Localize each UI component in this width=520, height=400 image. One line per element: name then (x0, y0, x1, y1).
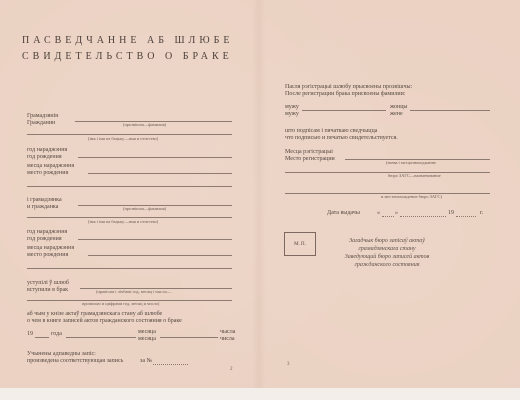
head-title-by-1: Загадчык бюро запісаў актаў (349, 238, 425, 244)
head-title-ru-1: Заведующий бюро записей актов (344, 254, 430, 260)
issue-month-line (400, 216, 446, 217)
wife-birth-place-line (88, 255, 232, 256)
husband-label-ru: Гражданин (27, 120, 56, 126)
registration-place-by: Месца рэгістрацыі (285, 149, 333, 155)
issue-date-label: Дата выдачы (327, 210, 360, 216)
husband-birth-year-by: год нараджэння (27, 147, 68, 153)
record-number-label: за № (140, 358, 153, 364)
record-day-ru: числа (220, 336, 235, 342)
record-line-ru: о чем в книге записей актов гражданского состояния о браке (27, 318, 182, 324)
wife-name-line (27, 217, 232, 218)
husband-birth-place-line (88, 173, 232, 174)
record-line-by: аб чым у кнізе актаў грамадзянскага стану аб шлюбе (27, 311, 163, 317)
wife-birth-year-line (78, 239, 232, 240)
head-title-by-2: грамадзянскага стану (358, 246, 416, 252)
left-page-number: 2 (230, 367, 233, 372)
wife-birth-place-line-2 (27, 268, 232, 269)
issue-year-prefix: 19 (448, 210, 454, 216)
wife-birth-place-by: месца нараджэння (27, 245, 75, 251)
certify-ru: что подписью и печатью свидетельствуется. (285, 135, 398, 141)
issue-year-line (456, 216, 476, 217)
husband-name-caption: (імя і імя па бацьку—имя и отчество) (88, 136, 159, 141)
wife-label-by: і грамадзянка (27, 197, 62, 203)
stamp-label: М. П. (294, 242, 306, 247)
wife-surname-ru: жене (390, 111, 403, 117)
registration-caption-1: (назва і месцазнаходжанне (386, 160, 436, 165)
husband-birth-year-line (78, 157, 232, 158)
husband-new-surname-line (302, 110, 386, 111)
record-day-line (160, 337, 218, 338)
married-label-by: уступілі ў шлюб (27, 280, 69, 286)
husband-birth-place-line-2 (27, 186, 232, 187)
wife-surname-by: жонцы (390, 104, 408, 110)
surnames-label-ru: После регистрации брака присвоены фамилии: (285, 91, 406, 97)
issue-year-suffix: г. (480, 210, 484, 216)
record-month-line (66, 337, 136, 338)
stamp-box (284, 232, 316, 256)
registration-caption-2: бюро ЗАГС—наименование (388, 173, 441, 178)
record-entry-by: Учынены адпаведны запіс: (27, 351, 96, 357)
husband-name-line (27, 134, 232, 135)
head-title-ru-2: гражданского состояния (354, 262, 420, 268)
husband-birth-place-ru: место рождения (27, 170, 69, 176)
record-year-line (35, 337, 49, 338)
wife-birth-year-by: год нараджэння (27, 229, 68, 235)
issue-quote-close: » (395, 210, 398, 216)
record-year-word: года (51, 331, 62, 337)
record-month-ru: месяца (138, 336, 156, 342)
wife-surname-caption: (прозвішча—фамилия) (123, 206, 167, 211)
wife-name-caption: (імя і імя па бацьку—имя и отчество) (88, 219, 159, 224)
record-number-line (153, 364, 188, 365)
certify-by: што подпісам і пячаткаю сведчыцца (285, 128, 378, 134)
record-entry-ru: произведена соответствующая запись (27, 358, 124, 364)
married-caption-1: (прапісам і лічбамі год, месяц і чысло— (96, 289, 172, 294)
record-month-by: месяца (138, 329, 156, 335)
record-day-by: чысла (220, 329, 236, 335)
husband-surname-by: мужу (285, 104, 299, 110)
wife-birth-place-ru: место рождения (27, 252, 69, 258)
husband-surname-caption: (прозвішча—фамилия) (123, 122, 167, 127)
title-belarusian: ПАСВЕДЧАННЕ АБ ШЛЮБЕ (22, 35, 234, 46)
married-caption-2: прописью и цифрами год, месяц и число) (82, 301, 160, 306)
registration-caption-3: и местонахождение бюро ЗАГС) (381, 194, 442, 199)
husband-birth-year-ru: год рождения (27, 154, 62, 160)
husband-label-by: Грамадзянін (27, 113, 59, 119)
right-page-number: 3 (287, 362, 290, 367)
wife-label-ru: и гражданка (27, 204, 59, 210)
registration-place-ru: Место регистрации (285, 156, 335, 162)
surnames-label-by: Пасля рэгістрацыі шлюбу прысвоены прозвішчы: (285, 84, 413, 90)
title-russian: СВИДЕТЕЛЬСТВО О БРАКЕ (22, 51, 233, 62)
husband-birth-place-by: месца нараджэння (27, 163, 75, 169)
husband-surname-ru: мужу (285, 111, 299, 117)
married-label-ru: вступили в брак (27, 287, 69, 293)
issue-quote-open: « (377, 210, 380, 216)
wife-birth-year-ru: год рождения (27, 236, 62, 242)
wife-new-surname-line (410, 110, 490, 111)
record-year-prefix: 19 (27, 331, 33, 337)
issue-day-line (382, 216, 394, 217)
page-fold (252, 0, 266, 388)
